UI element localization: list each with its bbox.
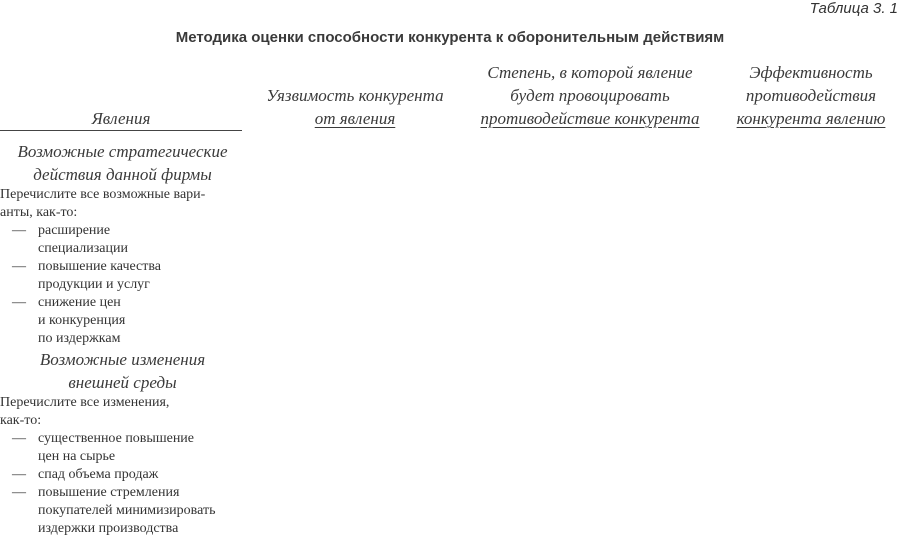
column-header-line: Явления xyxy=(91,109,151,128)
list-item: — повышение стремления покупателей минимизировать издержки производства xyxy=(0,484,245,538)
column-header-line: Уязвимость конкурента xyxy=(266,86,444,105)
column-header-line: Эффективность xyxy=(749,63,873,82)
column-header-phenomena xyxy=(0,62,242,131)
list-item: — существенное повышение цен на сырье xyxy=(0,430,245,466)
dash-marker: — xyxy=(12,431,26,446)
list-item: — расширение специализации xyxy=(0,222,245,258)
column-header-line: противодействие конкурента xyxy=(480,109,700,128)
column-header-line: противодействия xyxy=(745,86,877,105)
column-header-vulnerability xyxy=(256,62,454,130)
column-header-effectiveness xyxy=(726,62,896,130)
column-header-provocation-degree xyxy=(470,62,710,130)
dash-marker: — xyxy=(12,259,26,274)
table-number: Таблица 3. 1 xyxy=(809,0,898,17)
section-intro: Перечислите все возможные вари- анты, как-то: xyxy=(0,187,206,220)
dash-marker: — xyxy=(12,467,26,482)
dash-marker: — xyxy=(12,295,26,310)
section-heading-environment-changes: Возможные изменения внешней среды xyxy=(39,350,206,392)
dash-marker: — xyxy=(12,223,26,238)
list-item: — повышение качества продукции и услуг xyxy=(0,258,245,294)
column-header-line: от явления xyxy=(314,109,396,128)
column-header-line: будет провоцировать xyxy=(510,86,670,105)
section-intro: Перечислите все изменения, как-то: xyxy=(0,395,170,428)
section-heading-strategic-actions: Возможные стратегические действия данной фирмы xyxy=(17,142,228,184)
column-header-line: конкурента явлению xyxy=(736,109,886,128)
phenomena-column xyxy=(0,140,245,538)
column-header-line: Степень, в которой явление xyxy=(487,63,693,82)
list-item: — спад объема продаж xyxy=(0,466,245,484)
dash-marker: — xyxy=(12,485,26,500)
table-title: Методика оценки способности конкурента к оборонительным действиям xyxy=(175,29,725,46)
list-item: — снижение цен и конкуренция по издержкам xyxy=(0,294,245,348)
